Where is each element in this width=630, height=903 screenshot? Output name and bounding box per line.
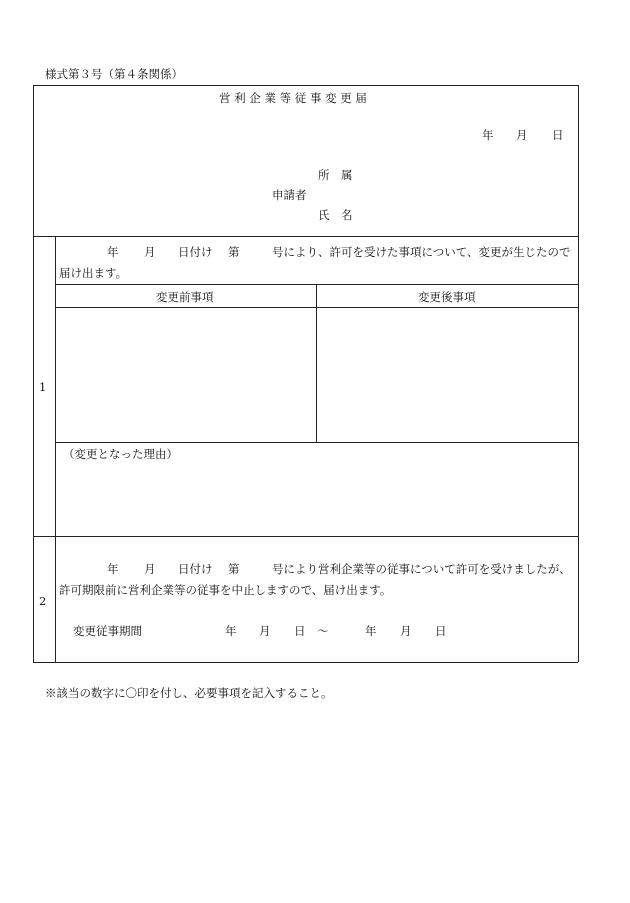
- period-from-day: 日: [294, 624, 306, 638]
- section1-col-before-header: 変更前事項: [156, 290, 214, 304]
- section1-intro-year: 年: [107, 245, 119, 259]
- section2-intro-month: 月: [144, 562, 156, 576]
- form-title: 営 利 企 業 等 従 事 変 更 届: [219, 91, 367, 105]
- section1-reason-top: [55, 442, 578, 443]
- period-to-year: 年: [365, 624, 377, 638]
- section1-intro-dated: 日付け: [178, 245, 213, 259]
- section2-intro-text: 号により営利企業等の従事について許可を受けましたが、: [272, 562, 571, 576]
- period-label: 変更従事期間: [73, 624, 142, 638]
- period-from-year: 年: [225, 624, 237, 638]
- period-to-month: 月: [400, 624, 412, 638]
- header-divider: [33, 236, 578, 237]
- section2-intro-line2: 許可期限前に営利企業等の従事を中止しますので、届け出ます。: [59, 583, 392, 597]
- header-date-day: 日: [552, 128, 564, 142]
- table-border-left: [33, 85, 34, 662]
- section2-intro-year: 年: [107, 562, 119, 576]
- header-date-month: 月: [516, 128, 528, 142]
- section1-col-after-header: 変更後事項: [418, 290, 476, 304]
- header-date-year: 年: [482, 128, 494, 142]
- section2-number: 2: [39, 594, 47, 608]
- section2-intro-no: 第: [228, 562, 240, 576]
- form-number: 様式第３号（第４条関係）: [45, 67, 183, 81]
- table-border-bottom: [33, 662, 578, 663]
- section1-intro-line2: 届け出ます。: [59, 266, 128, 280]
- footnote: ※該当の数字に〇印を付し、必要事項を記入すること。: [45, 686, 333, 700]
- table-border-top: [33, 85, 578, 86]
- name-label: 氏 名: [318, 208, 353, 222]
- number-column-divider: [55, 236, 56, 662]
- section1-number: 1: [39, 380, 47, 394]
- affiliation-label: 所 属: [318, 168, 353, 182]
- period-to-day: 日: [435, 624, 447, 638]
- period-tilde: ～: [317, 624, 329, 638]
- section-divider: [33, 536, 578, 537]
- section1-reason-label: （変更となった理由）: [63, 447, 178, 461]
- section2-intro-dated: 日付け: [178, 562, 213, 576]
- section1-intro-month: 月: [144, 245, 156, 259]
- period-from-month: 月: [259, 624, 271, 638]
- section1-intro-text: 号により、許可を受けた事項について、変更が生じたので: [272, 245, 571, 259]
- applicant-label: 申請者: [272, 188, 307, 202]
- section1-column-divider: [316, 284, 317, 442]
- table-border-right: [578, 85, 579, 662]
- section1-intro-no: 第: [228, 245, 240, 259]
